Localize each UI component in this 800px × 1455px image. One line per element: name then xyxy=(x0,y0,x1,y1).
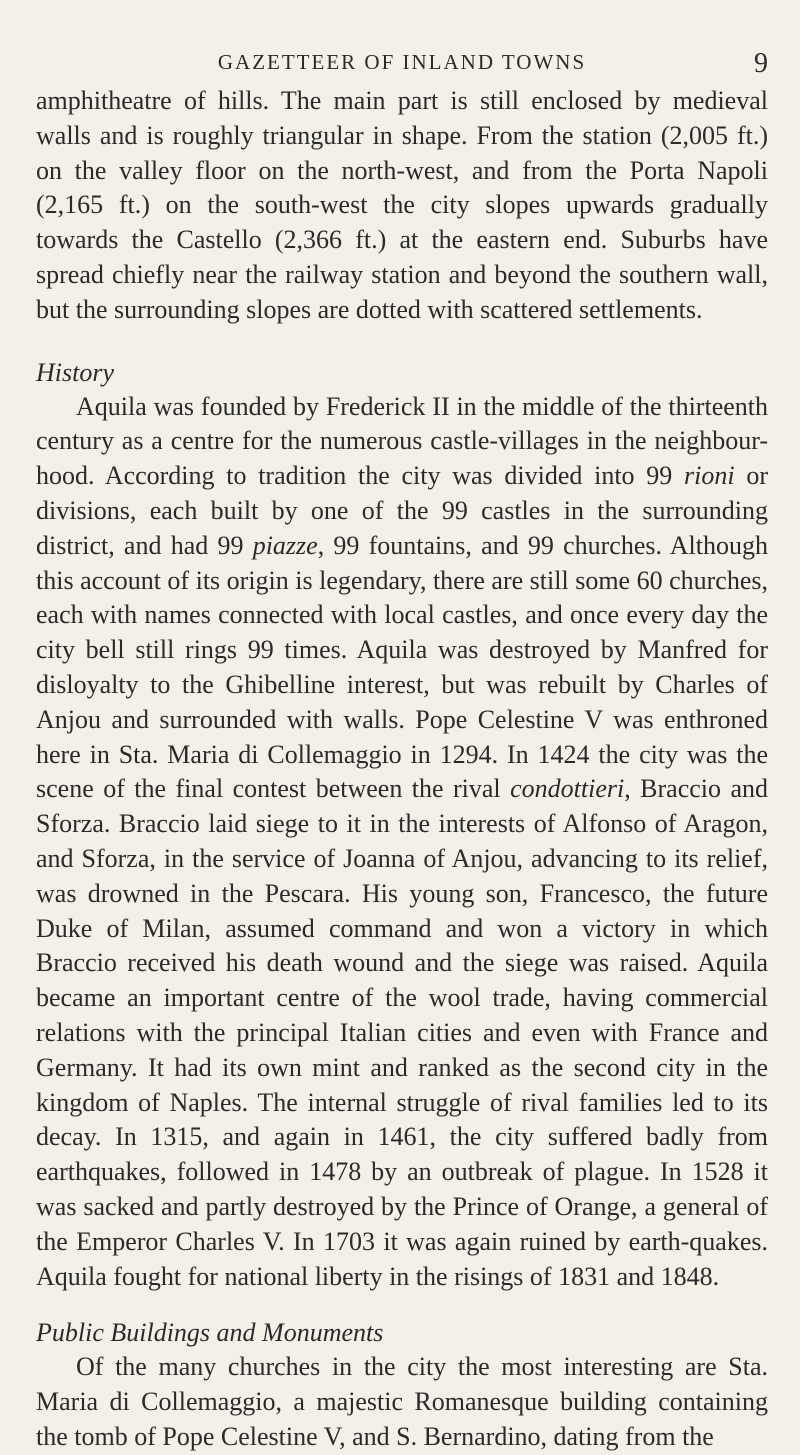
history-text-2: or divisions, each built by one of the 99 castles in the surrounding district, and had 99 xyxy=(36,461,768,560)
body-text xyxy=(36,84,768,1455)
term-condottieri: condottieri xyxy=(510,774,625,804)
intro-paragraph: amphitheatre of hills. The main part is still enclosed by medieval walls and is roughly triangular in shape. From the station (2,005 ft.) on the valley floor on the north-west, and from the Porta Napoli (2,165 ft.) on the south-west the city slopes upwards gradually towards the Castello (2,366 ft.) at the eastern end. Suburbs have spread chiefly near the railway station and beyond the southern wall, but the surrounding slopes are dotted with scattered settlements. xyxy=(36,86,768,324)
history-heading: History xyxy=(36,357,114,387)
running-title: GAZETTEER OF INLAND TOWNS xyxy=(217,50,587,74)
history-paragraph xyxy=(36,390,768,1295)
page-number: 9 xyxy=(754,48,768,79)
term-piazze: piazze xyxy=(252,530,318,560)
history-text-4: , Braccio and Sforza. Braccio laid siege to it in the interests of Alfonso of Aragon, and Sforza, in the service of Joanna of Anjou, advancing to its relief, was drowned in the Pescara. His young son, Francesco, the future Duke of Milan, assumed command and won a victory in which Braccio received his death wound and the siege was raised. Aquila became an important centre of the wool trade, having commercial relations with the principal Italian cities and even with France and Germany. It had its own mint and ranked as the second city in the kingdom of Naples. The internal struggle of rival families led to its decay. In 1315, and again in 1461, the city suffered badly from earthquakes, followed in 1478 by an outbreak of plague. In 1528 it was sacked and partly destroyed by the Prince of Orange, a general of the Emperor Charles V. In 1703 it was again ruined by earth-quakes. Aquila fought for national liberty in the risings of 1831 and 1848. xyxy=(36,774,768,1291)
term-rioni: rioni xyxy=(684,461,735,491)
public-buildings-paragraph: Of the many churches in the city the most interesting are Sta. Maria di Collemaggio, a majestic Romanesque building containing the tomb of Pope Celestine V, and S. Bernardino, dating from the xyxy=(36,1352,768,1451)
history-text-3: , 99 fountains, and 99 churches. Although this account of its origin is legendary, there are still some 60 churches, each with names connected with local castles, and once every day the city bell still rings 99 times. Aquila was destroyed by Manfred for disloyalty to the Ghibelline interest, but was rebuilt by Charles of Anjou and surrounded with walls. Pope Celestine V was enthroned here in Sta. Maria di Collemaggio in 1294. In 1424 the city was the scene of the final contest between the rival xyxy=(36,530,768,804)
history-text-1: Aquila was founded by Frederick II in the middle of the thirteenth century as a centre for the numerous castle-villages in the neighbour-hood. According to tradition the city was divided into 99 xyxy=(36,391,768,491)
running-header xyxy=(36,50,768,84)
public-buildings-heading: Public Buildings and Monuments xyxy=(36,1318,384,1348)
